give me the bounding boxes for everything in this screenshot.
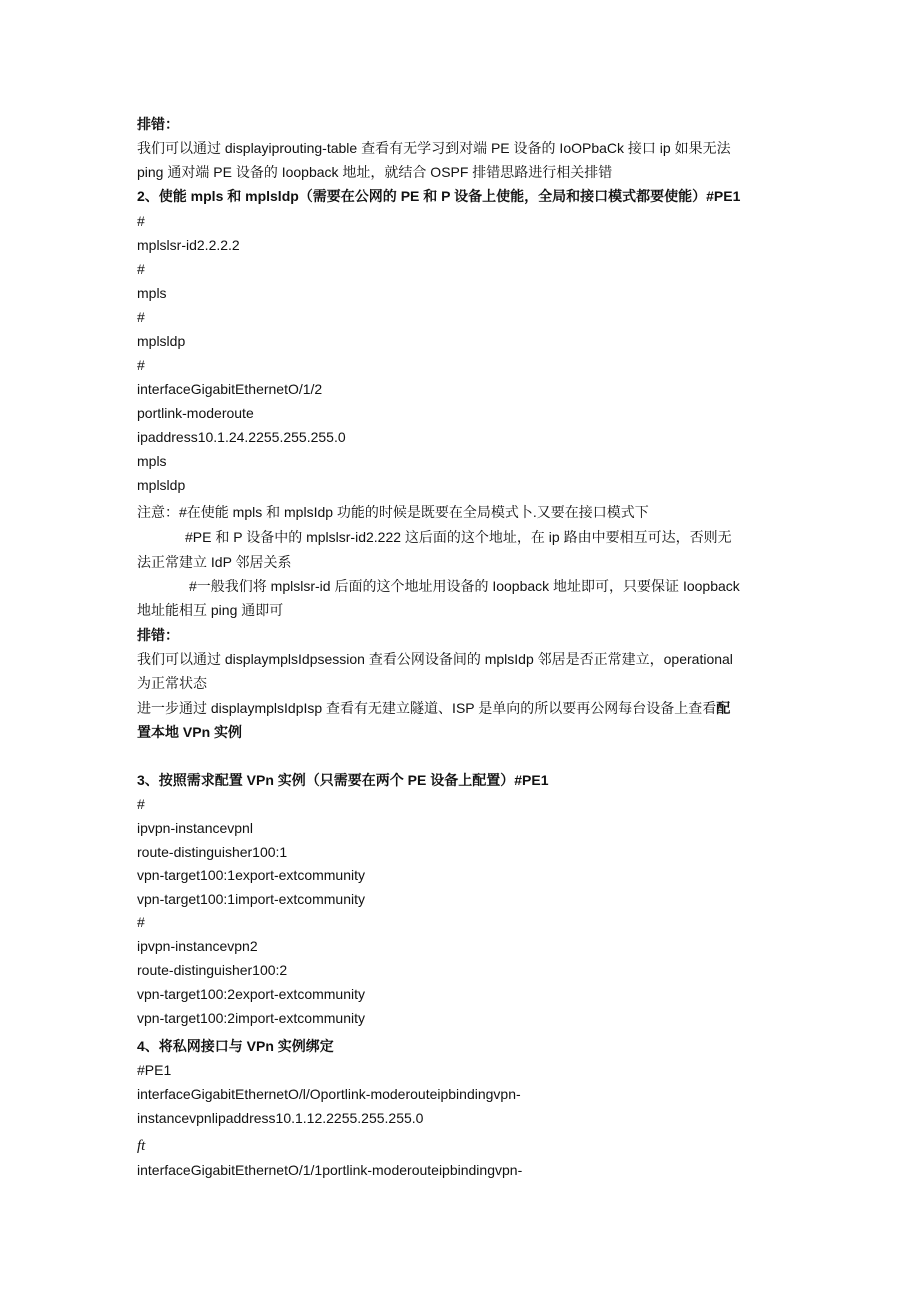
heading-troubleshoot: 排错： [137, 116, 179, 132]
code-line: mpls [137, 453, 167, 469]
paragraph-bold-text: 配 [716, 700, 731, 716]
section-heading-2: 2、使能 mpls 和 mplsldp（需要在公网的 PE 和 P 设备上使能，全局和接口模式都要使能）#PE1 [137, 188, 741, 204]
code-line: vpn-target100:2import-extcommunity [137, 1010, 365, 1026]
paragraph-text: 进一步通过 displaymplsIdpIsp 查看有无建立隧道、ISP 是单向的所以要再公网每台设备上查看 [137, 700, 717, 716]
paragraph-bold-line: 置本地 VPn 实例 [137, 724, 243, 740]
code-line: route-distinguisher100:2 [137, 962, 288, 978]
code-line: mplslsr-id2.2.2.2 [137, 237, 240, 253]
code-line: portlink-moderoute [137, 405, 254, 421]
code-line: vpn-target100:2export-extcommunity [137, 986, 365, 1002]
paragraph-line: 为正常状态 [137, 675, 207, 691]
heading-troubleshoot: 排错： [137, 627, 179, 643]
code-line: vpn-target100:1import-extcommunity [137, 891, 365, 907]
code-line: # [137, 357, 145, 373]
code-line: ipaddress10.1.24.2255.255.255.0 [137, 429, 346, 445]
note-line: #PE 和 P 设备中的 mplslsr-id2.222 这后面的这个地址，在 ip 路由中要相互可达，否则无 [185, 529, 732, 545]
code-line: # [137, 213, 145, 229]
code-line: instancevpnlipaddress10.1.12.2255.255.255.0 [137, 1110, 424, 1126]
paragraph-line [137, 699, 730, 717]
code-line: interfaceGigabitEthernetO/l/Oportlink-moderouteipbindingvpn- [137, 1086, 521, 1102]
code-line: ipvpn-instancevpnl [137, 820, 253, 836]
code-line: ipvpn-instancevpn2 [137, 938, 258, 954]
code-line: interfaceGigabitEthernetO/1/1portlink-moderouteipbindingvpn- [137, 1162, 523, 1178]
code-line: vpn-target100:1export-extcommunity [137, 867, 365, 883]
note-line: 注意：#在使能 mpls 和 mplsIdp 功能的时候是既要在全局模式卜.又要在接口模式下 [137, 504, 649, 520]
code-line: # [137, 796, 145, 812]
code-line: interfaceGigabitEthernetO/1/2 [137, 381, 323, 397]
paragraph-line: 我们可以通过 displaymplsIdpsession 查看公网设备间的 mplsIdp 邻居是否正常建立，operational [137, 651, 733, 667]
paragraph-line: 我们可以通过 displayiprouting-table 查看有无学习到对端 PE 设备的 IoOPbaCk 接口 ip 如果无法 [137, 140, 731, 156]
paragraph-line: ping 通对端 PE 设备的 Ioopback 地址，就结合 OSPF 排错思路进行相关排错 [137, 164, 613, 180]
section-heading-3: 3、按照需求配置 VPn 实例（只需要在两个 PE 设备上配置）#PE1 [137, 772, 549, 788]
code-line: mpls [137, 285, 167, 301]
note-line: 地址能相互 ping 通即可 [137, 602, 284, 618]
code-line: # [137, 261, 145, 277]
code-line: # [137, 914, 145, 930]
code-line: mplsldp [137, 477, 186, 493]
code-line: route-distinguisher100:1 [137, 844, 288, 860]
code-line: # [137, 309, 145, 325]
section-heading-4: 4、将私网接口与 VPn 实例绑定 [137, 1038, 334, 1054]
code-line: #PE1 [137, 1062, 172, 1078]
code-line: mplsldp [137, 333, 186, 349]
note-line: 法正常建立 IdP 邻居关系 [137, 554, 292, 570]
code-line: ft [137, 1138, 146, 1154]
note-line: #一般我们将 mplslsr-id 后面的这个地址用设备的 Ioopback 地址即可，只要保证 Ioopback [189, 578, 740, 594]
